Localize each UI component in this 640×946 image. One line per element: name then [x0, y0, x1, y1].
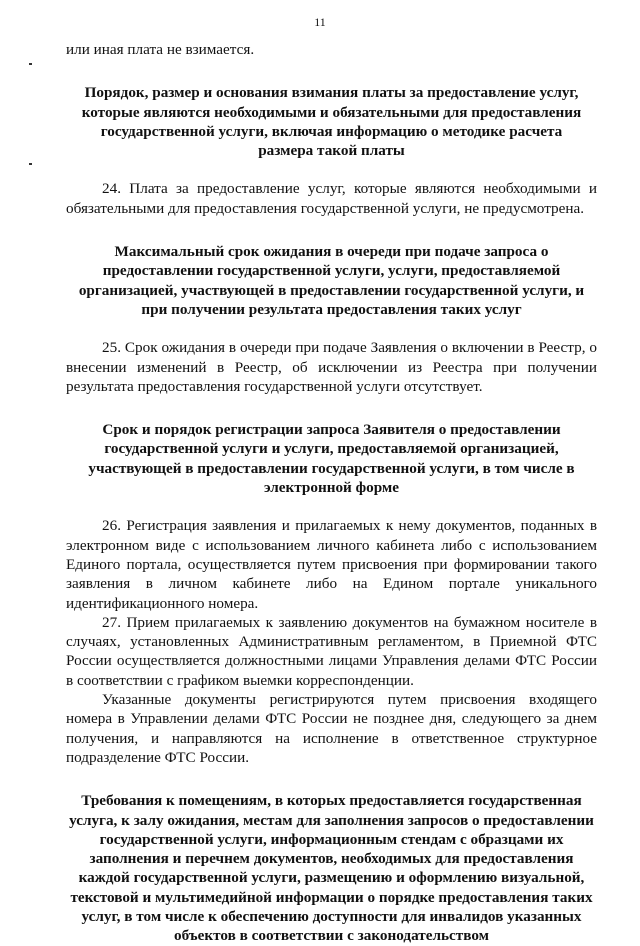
section-heading-premises: Требования к помещениям, в которых предоставляется государственная услуга, к залу ожидания, местам для заполнения запросов о предоставлении государственной услуги, информационным стендам с образцами их заполнения и перечнем документов, необходимых для предоставления каждой государственной услуги, размещению и оформлению визуальной, текстовой и мультимедийной информации о порядке предоставления таких услуг, в том числе к обеспечению доступности для инвалидов указанных объектов в соответствии с законодательством [69, 792, 594, 945]
section-heading-queue: Максимальный срок ожидания в очереди при подаче запроса о предоставлении государственной услуги, услуги, предоставляемой организацией, участвующей в предоставлении государственной услуги, и при получении результата предоставления таких услуг [78, 243, 585, 318]
page-number: 11 [314, 15, 326, 29]
paragraph-25: 25. Срок ожидания в очереди при подаче Заявления о включении в Реестр, о внесении изменений в Реестр, об исключении из Реестра при получении результата предоставления государственной услуги отсутствует. [66, 339, 597, 395]
paragraph-26: 26. Регистрация заявления и прилагаемых к нему документов, поданных в электронном виде с использованием личного кабинета либо с использованием Единого портала, осуществляется путем присвоения при формировании такого заявления в личном кабинете либо на Едином портале уникального идентификационного номера. [66, 517, 597, 612]
intro-line: или иная плата не взимается. [66, 41, 255, 58]
document-body [66, 40, 597, 946]
paragraph-24: 24. Плата за предоставление услуг, которые являются необходимыми и обязательными для предоставления государственной услуги, не предусмотрена. [66, 180, 597, 217]
margin-mark [29, 163, 32, 165]
section-heading-fees: Порядок, размер и основания взимания платы за предоставление услуг, которые являются необходимыми и обязательными для предоставления государственной услуги, включая информацию о методике расчета размера такой платы [81, 84, 582, 160]
section-heading-registration: Срок и порядок регистрации запроса Заявителя о предоставлении государственной услуги и услуги, предоставляемой организацией, участвующей в предоставлении государственной услуги, в том числе в электронной форме [88, 421, 575, 497]
paragraph-registration-note: Указанные документы регистрируются путем присвоения входящего номера в Управлении делами ФТС России не позднее дня, следующего за днем получения, и направляются на исполнение в ответственное структурное подразделение ФТС России. [66, 691, 597, 766]
margin-mark [29, 63, 32, 65]
paragraph-27: 27. Прием прилагаемых к заявлению документов на бумажном носителе в случаях, установленных Административным регламентом, в Приемной ФТС России осуществляется должностными лицами Управления делами ФТС России в соответствии с графиком выемки корреспонденции. [66, 613, 597, 689]
